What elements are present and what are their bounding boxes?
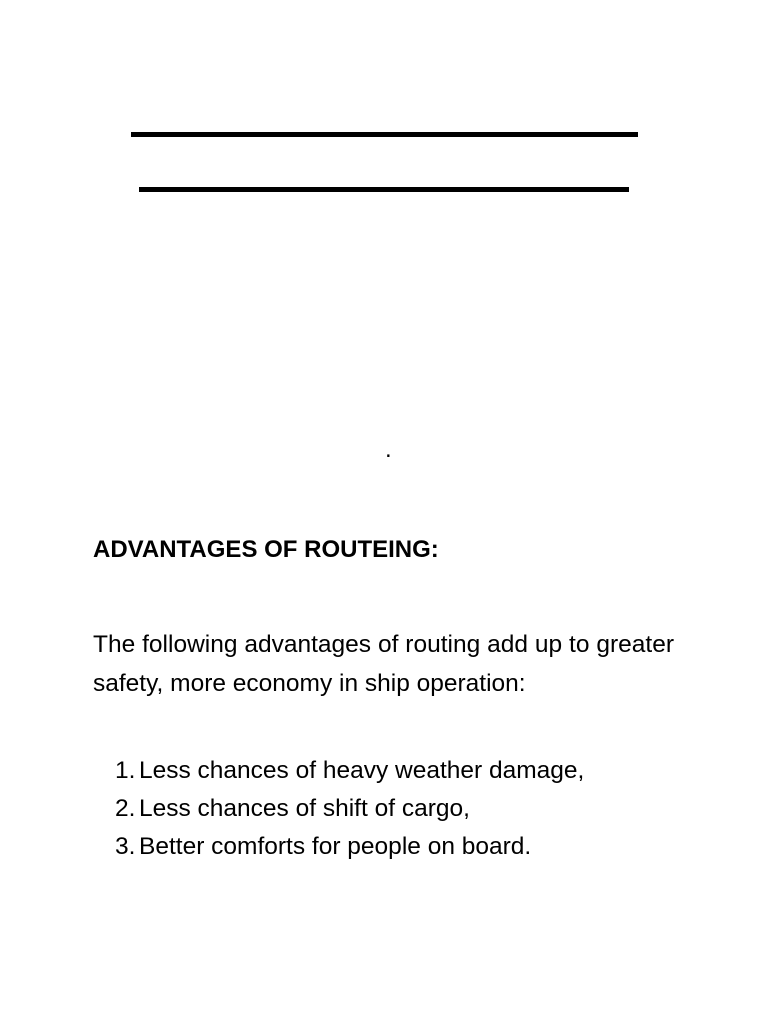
list-item [93, 828, 674, 866]
list-item-number: 3. [115, 833, 136, 860]
second-rule-line [139, 187, 629, 192]
list-item-number: 1. [115, 757, 136, 784]
list-item [93, 752, 674, 790]
list-item [93, 790, 674, 828]
section-heading: ADVANTAGES OF ROUTEING: [93, 536, 439, 563]
intro-paragraph: The following advantages of routing add up to greater safety, more economy in ship operation: [93, 631, 674, 697]
top-rule-line [131, 132, 638, 137]
advantages-list [93, 752, 674, 866]
stray-dot: . [385, 436, 392, 463]
list-item-text: Better comforts for people on board. [139, 833, 532, 860]
list-item-text: Less chances of heavy weather damage, [139, 757, 585, 784]
list-item-number: 2. [115, 795, 136, 822]
list-item-text: Less chances of shift of cargo, [139, 795, 470, 822]
